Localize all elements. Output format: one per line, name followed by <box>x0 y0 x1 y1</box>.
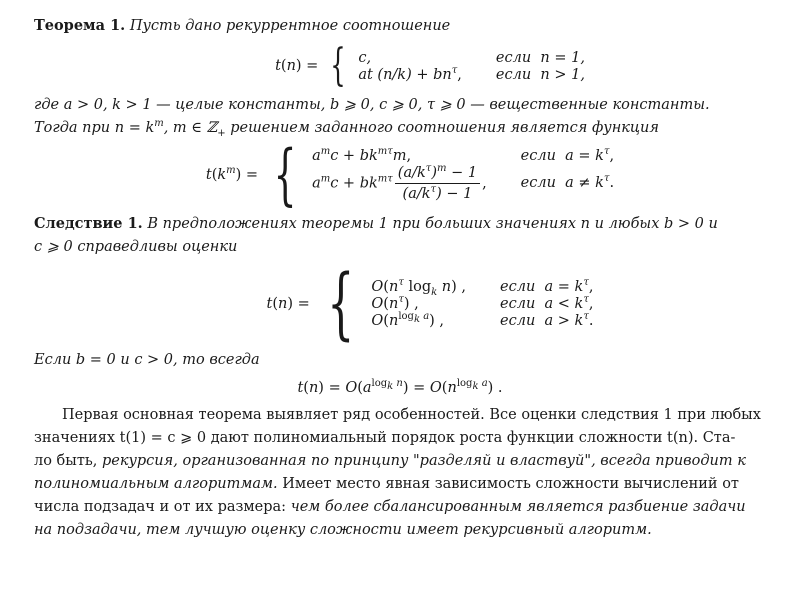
case2-value: at (n/k) + bn <box>358 66 452 83</box>
estimates-formula: t(n) = { $O(n^\tau$ $\log_k n$) , если $a = k^\tau$, $O(n^\tau)$ , если $a < k^\tau$, $O(n^{log_k a})$ , если $a > k^\tau$. <box>266 259 594 349</box>
body-line3-plain: ло быть, <box>34 453 102 469</box>
cond-word: если <box>495 49 532 66</box>
body-line5 <box>34 496 766 519</box>
where-text: где a > 0, k > 1 — целые константы, b ⩾ 0, c ⩾ 0, τ ⩾ 0 — вещественные константы. <box>34 97 710 113</box>
recurrence-formula: t(n) = { c, если n = 1, at $(n/k) + bn^\tau$, если n > 1, <box>275 40 585 91</box>
always-formula: $t(n) = O(a^{log_k n}) = O(n^{log_k a})$ . <box>297 378 503 396</box>
if-line: Если b = 0 и c > 0, то всегда <box>34 352 260 368</box>
theorem-intro <box>34 14 766 38</box>
body-line5-italic: чем более сбалансированным является разбиение задачи <box>290 499 746 515</box>
then-text-b: , m ∈ ℤ <box>163 120 218 136</box>
corollary-line1 <box>34 212 766 236</box>
then-text-c: решением заданного соотношения является функция <box>225 120 659 136</box>
body-line2: значениях t(1) = c ⩾ 0 дают полиномиальный порядок роста функции сложности t(n). Ста- <box>34 430 736 446</box>
then-text-a: Тогда при n = k <box>34 120 155 136</box>
corollary-text1: В предположениях теоремы 1 при больших значениях n и любых b > 0 и <box>147 216 718 232</box>
case1-condition: n = 1, <box>540 49 585 66</box>
corollary-label: Следствие 1. <box>34 215 143 232</box>
cond-word: если <box>495 66 532 83</box>
body-line3-italic: рекурсия, организованная по принципу "разделяй и властвуй", всегда приводит к <box>101 453 746 469</box>
case1-value: c, <box>358 49 372 66</box>
body-line4 <box>34 473 766 496</box>
body-line1: Первая основная теорема выявляет ряд особенностей. Все оценки следствия 1 при любых <box>62 407 761 423</box>
body-line6: на подзадачи, тем лучшую оценку сложности имеет рекурсивный алгоритм. <box>34 522 652 538</box>
then-text: Тогда при $n = k^m$, m ∈ ℤ$_+$ решением заданного соотношения является функция <box>34 118 659 139</box>
case2-condition: n > 1, <box>540 66 585 83</box>
body-line5-plain: числа подзадач и от их размера: <box>34 499 291 515</box>
solution-formula: $t(k^m)$ = { $a^mc + bk^{m\tau}m$, если $a = k^\tau$, $a^mc + bk^{m\tau}$ $\frac{(a/k^\tau)^m - 1}{(a/k^\tau) - 1}$ , если $a \ne k^\tau$. <box>205 136 615 213</box>
theorem-label: Теорема 1. <box>34 17 126 34</box>
corollary-text2: c ⩾ 0 справедливы оценки <box>34 239 238 255</box>
theorem-intro-text: Пусть дано рекуррентное соотношение <box>129 18 451 34</box>
body-line3 <box>34 450 766 473</box>
body-line4-italic: полиномиальным алгоритмам. <box>34 476 278 492</box>
body-line4-plain: Имеет место явная зависимость сложности вычислений от <box>277 476 739 492</box>
